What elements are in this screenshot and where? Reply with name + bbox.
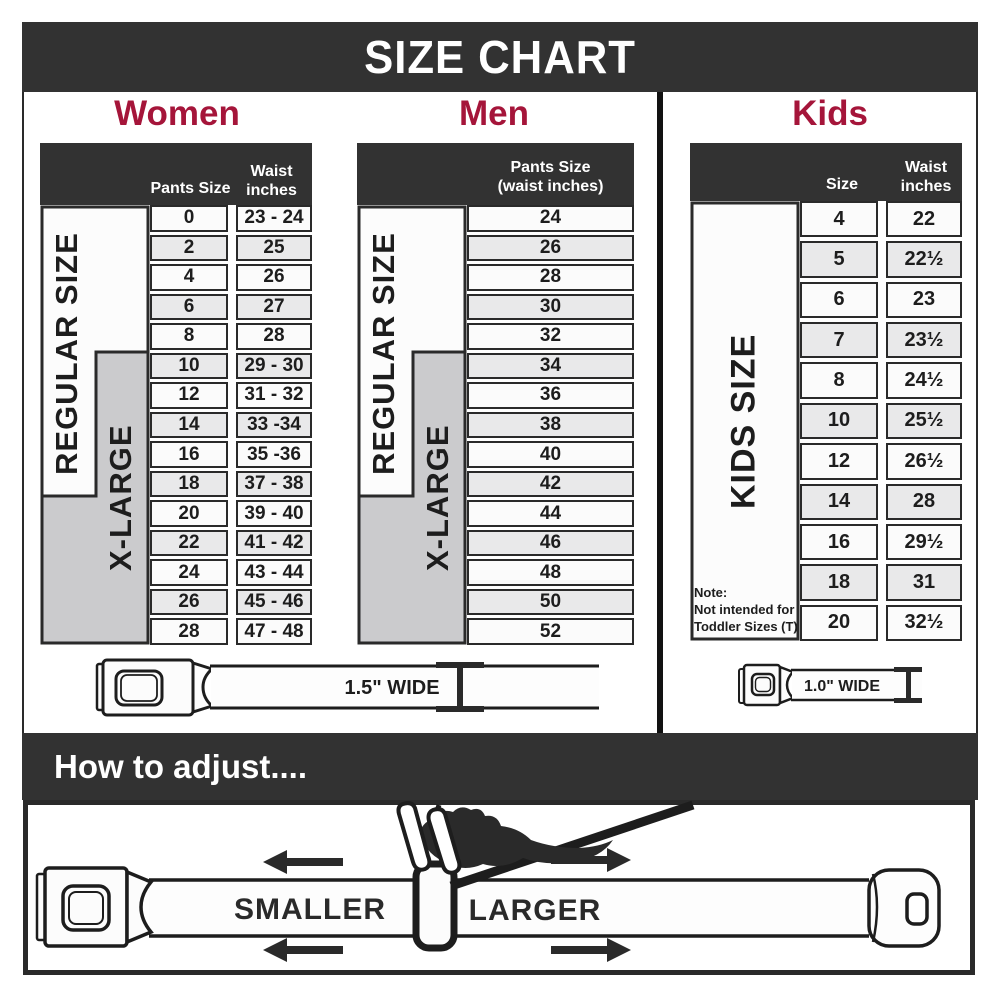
- table-row: [150, 264, 312, 291]
- table-row: [800, 282, 962, 318]
- table-row: [467, 382, 634, 409]
- pants-size-column-header: Pants Size: [150, 180, 231, 198]
- pants-size-cell: 24: [150, 559, 228, 586]
- waist-cell: 22: [886, 201, 962, 237]
- women-heading: Women: [114, 94, 240, 133]
- waist-header-line1: Waist: [904, 159, 948, 177]
- table-row: [150, 500, 312, 527]
- table-row: [150, 589, 312, 616]
- men-size-table: [357, 143, 634, 645]
- larger-label: LARGER: [468, 894, 602, 927]
- waist-cell: 26: [236, 264, 312, 291]
- women-size-table: [40, 143, 312, 645]
- waist-cell: 36: [467, 382, 634, 409]
- waist-cell: 37 - 38: [236, 471, 312, 498]
- waist-cell: 34: [467, 353, 634, 380]
- waist-cell: 23 - 24: [236, 205, 312, 232]
- waist-cell: 45 - 46: [236, 589, 312, 616]
- waist-cell: 35 -36: [236, 441, 312, 468]
- buckle-wing: [780, 667, 793, 703]
- waist-cell: 44: [467, 500, 634, 527]
- size-cell: 18: [800, 564, 878, 600]
- table-row: [467, 441, 634, 468]
- adjust-illustration-drawing: [23, 800, 975, 975]
- waist-cell: 24½: [886, 362, 962, 398]
- waist-cell: 43 - 44: [236, 559, 312, 586]
- waist-header-line2: inches: [246, 182, 297, 200]
- waist-cell: 48: [467, 559, 634, 586]
- waist-cell: 52: [467, 618, 634, 645]
- table-row: [467, 412, 634, 439]
- table-row: [150, 441, 312, 468]
- size-cell: 5: [800, 241, 878, 277]
- pants-size-cell: 12: [150, 382, 228, 409]
- pants-size-cell: 20: [150, 500, 228, 527]
- waist-cell: 25: [236, 235, 312, 262]
- tongue-slot: [907, 894, 927, 924]
- width-measure-icon: [457, 662, 463, 712]
- waist-cell: 28: [236, 323, 312, 350]
- waist-cell: 29½: [886, 524, 962, 560]
- page-title: SIZE CHART: [364, 31, 636, 83]
- men-table-header: [357, 143, 634, 205]
- waist-cell: 31: [886, 564, 962, 600]
- table-row: [800, 201, 962, 237]
- size-cell: 10: [800, 403, 878, 439]
- belt-buckle-icon: [45, 868, 127, 946]
- waist-cell: 33 -34: [236, 412, 312, 439]
- waist-cell: 28: [886, 484, 962, 520]
- table-row: [467, 353, 634, 380]
- table-row: [800, 524, 962, 560]
- waist-cell: 32½: [886, 605, 962, 641]
- table-row: [467, 471, 634, 498]
- kids-note: [694, 585, 798, 636]
- table-row: [150, 294, 312, 321]
- waist-cell: 29 - 30: [236, 353, 312, 380]
- pants-size-cell: 4: [150, 264, 228, 291]
- table-row: [150, 530, 312, 557]
- table-row: [800, 564, 962, 600]
- table-row: [150, 353, 312, 380]
- table-row: [467, 589, 634, 616]
- waist-cell: 30: [467, 294, 634, 321]
- xlarge-label: X-LARGE: [103, 424, 138, 572]
- table-row: [150, 323, 312, 350]
- waist-cell: 31 - 32: [236, 382, 312, 409]
- men-heading: Men: [459, 94, 529, 133]
- pants-size-cell: 14: [150, 412, 228, 439]
- note-line3: Toddler Sizes (T): [694, 619, 798, 635]
- kids-size-group-labels: [690, 201, 800, 641]
- size-column-header: Size: [825, 176, 858, 194]
- adult-belt-width-label: 1.5" WIDE: [344, 677, 440, 699]
- note-line2: Not intended for: [694, 602, 795, 618]
- kids-heading: Kids: [792, 94, 868, 133]
- size-cell: 12: [800, 443, 878, 479]
- pants-size-cell: 6: [150, 294, 228, 321]
- waist-cell: 26: [467, 235, 634, 262]
- waist-cell: 38: [467, 412, 634, 439]
- table-row: [150, 205, 312, 232]
- women-size-group-labels: [40, 205, 150, 645]
- adult-belt-illustration: [40, 655, 610, 730]
- pants-size-cell: 22: [150, 530, 228, 557]
- pants-size-cell: 28: [150, 618, 228, 645]
- table-row: [150, 559, 312, 586]
- xlarge-label: X-LARGE: [420, 424, 455, 572]
- table-row: [800, 443, 962, 479]
- buckle-wing: [193, 663, 212, 712]
- table-row: [467, 205, 634, 232]
- table-row: [467, 294, 634, 321]
- waist-cell: 46: [467, 530, 634, 557]
- waist-cell: 40: [467, 441, 634, 468]
- table-row: [800, 322, 962, 358]
- women-table-header: [40, 143, 312, 205]
- regular-size-label: REGULAR SIZE: [49, 232, 84, 476]
- size-cell: 8: [800, 362, 878, 398]
- adjust-illustration: [23, 800, 975, 975]
- table-row: [150, 235, 312, 262]
- table-row: [467, 559, 634, 586]
- waist-column-header: [890, 159, 962, 197]
- table-row: [150, 618, 312, 645]
- waist-cell: 23: [886, 282, 962, 318]
- how-to-adjust-bar: [22, 733, 978, 800]
- regular-size-label: REGULAR SIZE: [366, 232, 401, 476]
- waist-cell: 27: [236, 294, 312, 321]
- table-row: [150, 382, 312, 409]
- size-cell: 7: [800, 322, 878, 358]
- title-bar: [22, 22, 978, 92]
- table-row: [800, 241, 962, 277]
- waist-cell: 26½: [886, 443, 962, 479]
- pants-size-cell: 0: [150, 205, 228, 232]
- pants-size-cell: 26: [150, 589, 228, 616]
- kids-table-header: [690, 143, 962, 201]
- waist-cell: 32: [467, 323, 634, 350]
- waist-cell: 23½: [886, 322, 962, 358]
- kids-belt-illustration: [690, 655, 962, 715]
- waist-cell: 24: [467, 205, 634, 232]
- table-row: [800, 403, 962, 439]
- pants-size-cell: 8: [150, 323, 228, 350]
- men-rows: [467, 205, 634, 645]
- men-header-line2: (waist inches): [497, 178, 604, 196]
- table-row: [467, 500, 634, 527]
- size-cell: 20: [800, 605, 878, 641]
- pants-size-cell: 2: [150, 235, 228, 262]
- pants-size-cell: 18: [150, 471, 228, 498]
- waist-column-header: [231, 163, 312, 201]
- table-row: [467, 530, 634, 557]
- waist-cell: 50: [467, 589, 634, 616]
- table-row: [467, 264, 634, 291]
- women-rows: [150, 205, 312, 645]
- pants-size-cell: 10: [150, 353, 228, 380]
- slider-clasp: [416, 864, 454, 948]
- waist-cell: 42: [467, 471, 634, 498]
- pants-size-column-header: [467, 159, 634, 197]
- waist-cell: 47 - 48: [236, 618, 312, 645]
- kids-size-label: KIDS SIZE: [724, 333, 763, 509]
- table-row: [800, 605, 962, 641]
- smaller-label: SMALLER: [234, 893, 386, 926]
- waist-header-line1: Waist: [250, 163, 293, 181]
- table-row: [150, 471, 312, 498]
- size-cell: 6: [800, 282, 878, 318]
- men-header-line1: Pants Size: [510, 159, 591, 177]
- table-row: [467, 323, 634, 350]
- waist-header-line2: inches: [900, 178, 952, 196]
- size-tables-panel: [22, 92, 978, 733]
- waist-cell: 25½: [886, 403, 962, 439]
- table-row: [150, 412, 312, 439]
- table-row: [467, 618, 634, 645]
- waist-cell: 28: [467, 264, 634, 291]
- kids-rows: [800, 201, 962, 641]
- waist-cell: 39 - 40: [236, 500, 312, 527]
- how-to-adjust-heading: How to adjust....: [54, 747, 307, 785]
- table-row: [800, 484, 962, 520]
- waist-cell: 41 - 42: [236, 530, 312, 557]
- size-cell: 4: [800, 201, 878, 237]
- width-measure-icon: [906, 667, 911, 703]
- table-row: [800, 362, 962, 398]
- kids-belt-width-label: 1.0" WIDE: [803, 678, 881, 695]
- size-cell: 14: [800, 484, 878, 520]
- note-line1: Note:: [694, 585, 728, 601]
- size-cell: 16: [800, 524, 878, 560]
- kids-size-table: [690, 143, 962, 641]
- pants-size-cell: 16: [150, 441, 228, 468]
- table-row: [467, 235, 634, 262]
- kids-section-divider: [657, 92, 663, 733]
- men-size-group-labels: [357, 205, 467, 645]
- waist-cell: 22½: [886, 241, 962, 277]
